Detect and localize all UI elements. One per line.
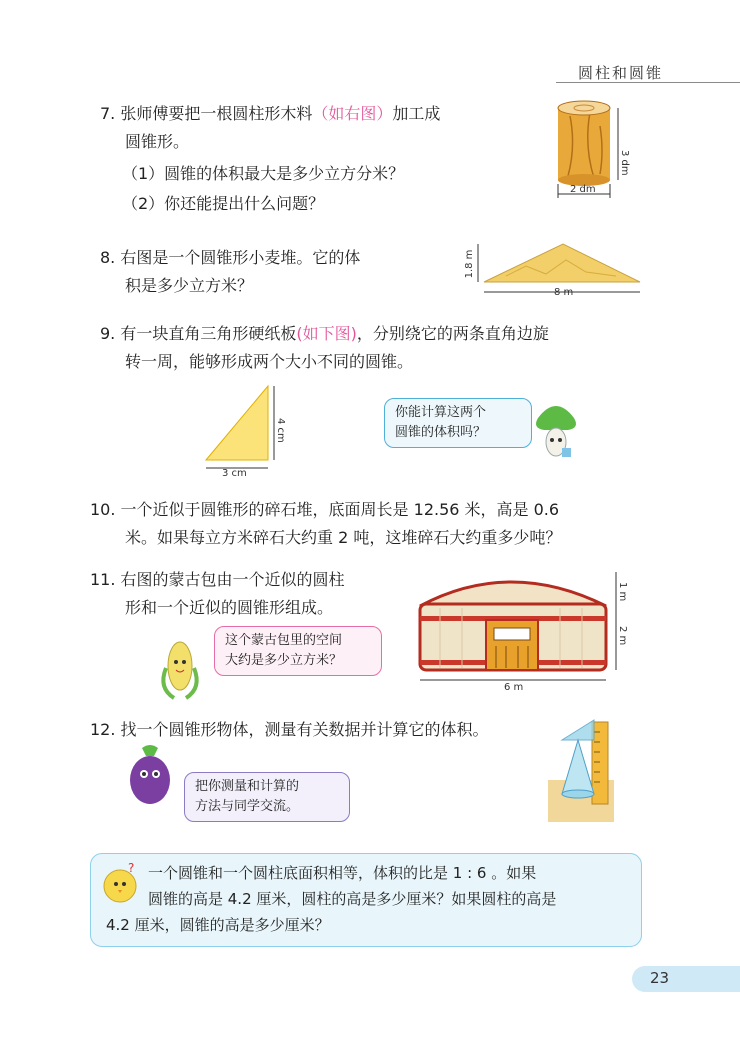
bubble-text-2: 圆锥的体积吗？	[395, 425, 487, 440]
pile-base-label: 8 m	[554, 287, 574, 298]
challenge-line2: 圆锥的高是 4.2 厘米，圆柱的高是多少厘米？如果圆柱的高是	[148, 890, 557, 908]
wall-height-label: 2 m	[617, 626, 628, 646]
triangle-shape	[206, 386, 268, 460]
question-9-text-a: 有一块直角三角形硬纸板	[120, 324, 297, 343]
yurt-width-label: 6 m	[504, 682, 524, 693]
svg-text:?: ?	[128, 861, 135, 875]
question-7-line1	[100, 100, 440, 128]
cylinder-top	[558, 101, 610, 115]
question-10-line1	[90, 496, 559, 524]
bubble-text-2: 方法与同学交流。	[195, 799, 300, 814]
hint-bubble-cones	[384, 398, 532, 448]
hint-bubble-share	[184, 772, 350, 822]
hint-bubble-yurt	[214, 626, 382, 676]
yurt-window	[494, 628, 530, 640]
bubble-text-1: 你能计算这两个	[395, 405, 487, 420]
question-11-text: 右图的蒙古包由一个近似的圆柱	[120, 570, 345, 589]
question-7-line2: 圆锥形。	[125, 132, 190, 151]
question-11-line2: 形和一个近似的圆锥形组成。	[125, 598, 334, 617]
question-7-sub2: （2）你还能提出什么问题？	[122, 194, 325, 213]
wood-cylinder-figure	[540, 96, 640, 206]
triangle-height-label: 4 cm	[275, 418, 286, 443]
question-8-number: 8.	[100, 248, 116, 267]
question-11-number: 11.	[90, 570, 116, 589]
vegetable-mascot-icon	[528, 398, 584, 470]
question-10-number: 10.	[90, 500, 116, 519]
yurt-roof	[420, 582, 606, 606]
question-9-text-b: ，分别绕它的两条直角边旋	[356, 324, 549, 343]
pile-height-label: 1.8 m	[464, 249, 475, 279]
question-10-line2: 米。如果每立方米碎石大约重 2 吨，这堆碎石大约重多少吨？	[125, 528, 562, 547]
question-9-number: 9.	[100, 324, 116, 343]
question-8-line2: 积是多少立方米？	[125, 276, 254, 295]
question-12-text: 找一个圆锥形物体，测量有关数据并计算它的体积。	[120, 720, 489, 739]
question-7-number: 7.	[100, 104, 116, 123]
page-number-tab	[632, 966, 740, 992]
height-label: 3 dm	[619, 150, 630, 176]
header-divider	[556, 82, 740, 83]
page-number: 23	[650, 969, 670, 987]
section-title: 圆柱和圆锥	[578, 64, 664, 82]
wheat-pile-figure	[466, 236, 646, 302]
triangle-base-label: 3 cm	[222, 468, 247, 479]
question-7-sub1: （1）圆锥的体积最大是多少立方分米？	[122, 164, 405, 183]
question-9-hint: (如下图)	[296, 324, 357, 343]
mongolian-yurt-figure	[410, 564, 630, 694]
cone-measuring-figure	[548, 718, 614, 822]
question-8-text: 右图是一个圆锥形小麦堆。它的体	[120, 248, 361, 267]
bubble-text-1: 把你测量和计算的	[195, 779, 300, 794]
right-triangle-figure	[200, 378, 296, 478]
roof-height-label: 1 m	[617, 582, 628, 602]
question-12-line1	[90, 716, 489, 744]
cone-object	[562, 740, 594, 794]
eggplant-mascot-icon	[120, 742, 182, 812]
bubble-text-2: 大约是多少立方米？	[225, 653, 343, 668]
question-7-hint: （如右图）	[312, 104, 393, 123]
question-8-line1	[100, 244, 360, 272]
set-square-icon	[562, 720, 594, 740]
question-10-text: 一个近似于圆锥形的碎石堆，底面周长是 12.56 米，高是 0.6	[120, 500, 560, 519]
question-9-line2: 转一周，能够形成两个大小不同的圆锥。	[125, 352, 414, 371]
challenge-line3: 4.2 厘米，圆锥的高是多少厘米？	[106, 916, 330, 934]
corn-mascot-icon	[156, 632, 208, 702]
question-9-line1	[100, 320, 549, 348]
challenge-line1: 一个圆锥和一个圆柱底面积相等，体积的比是 1 : 6 。如果	[148, 864, 537, 882]
question-7-text-a: 张师傅要把一根圆柱形木料	[120, 104, 313, 123]
question-11-line1	[90, 566, 345, 594]
thinking-chick-icon	[98, 862, 142, 906]
question-12-number: 12.	[90, 720, 116, 739]
diameter-label: 2 dm	[570, 184, 596, 195]
question-7-text-b: 加工成	[392, 104, 441, 123]
bubble-text-1: 这个蒙古包里的空间	[225, 633, 343, 648]
